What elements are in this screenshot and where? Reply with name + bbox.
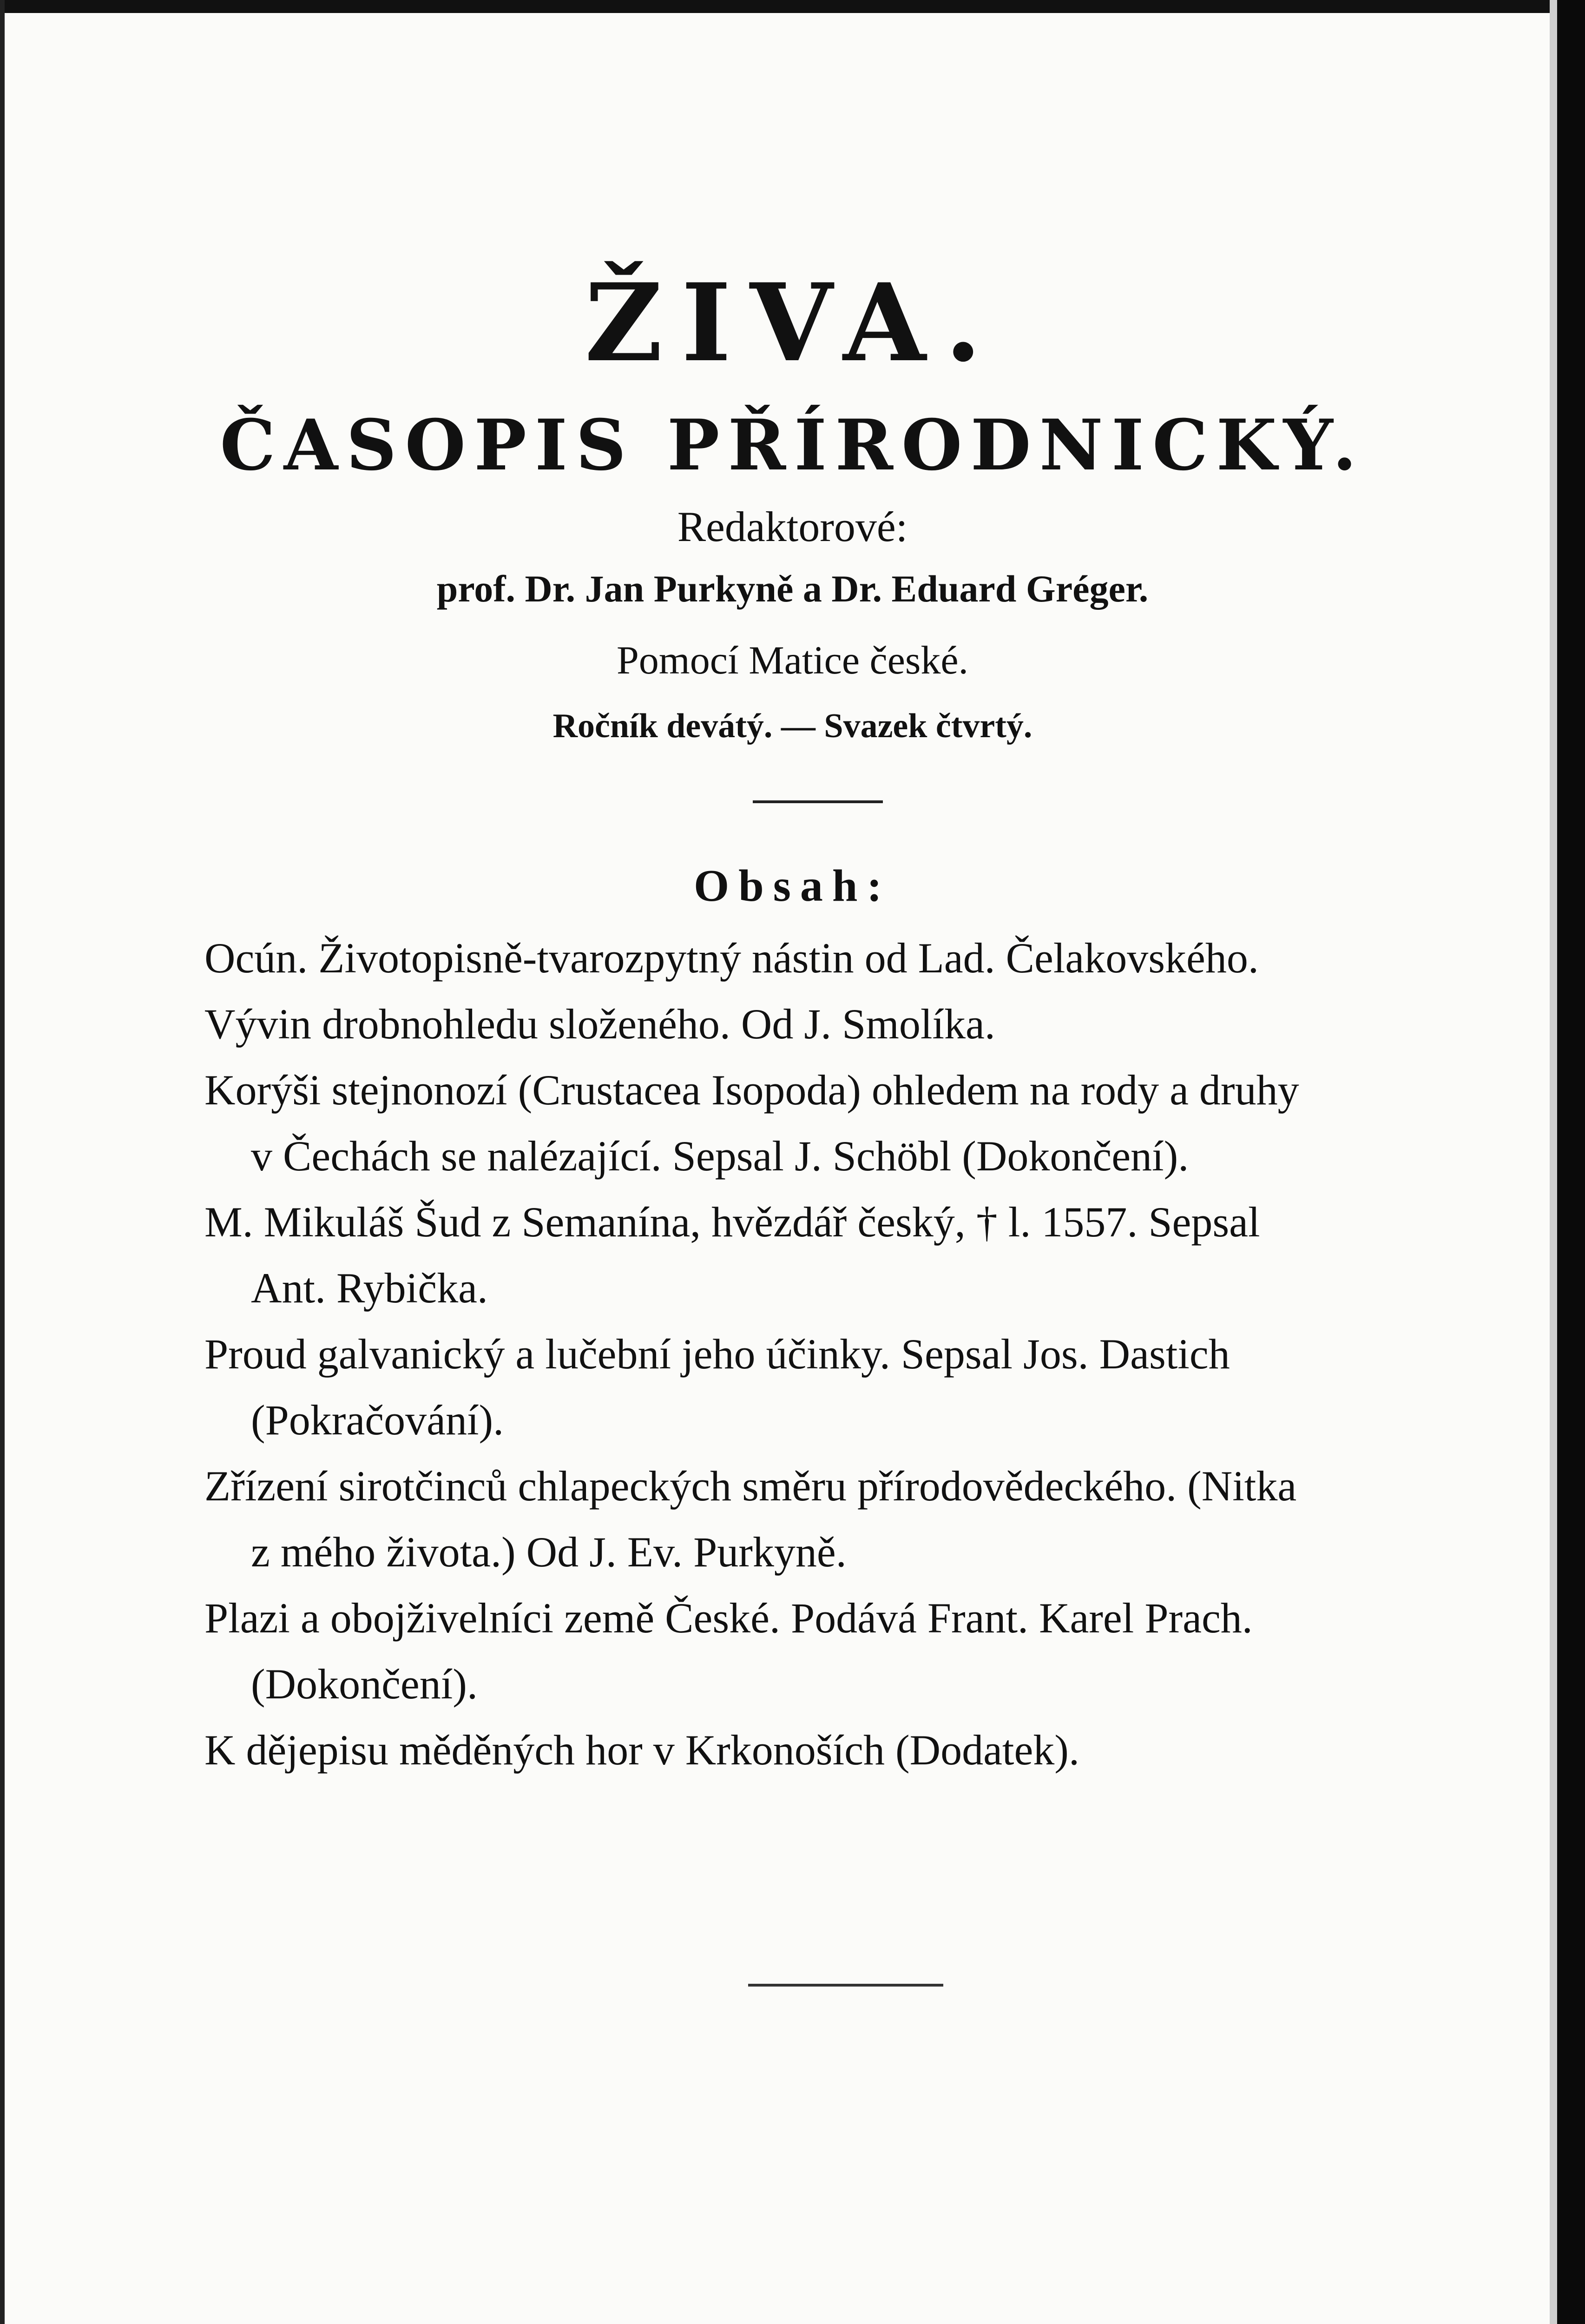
- volume-line: Ročník devátý. — Svazek čtvrtý.: [552, 707, 1033, 745]
- toc-line-continuation: z mého života.) Od J. Ev. Purkyně.: [251, 1528, 847, 1576]
- toc-line-continuation: (Dokončení).: [251, 1660, 478, 1708]
- toc-line: Ocún. Životopisně-tvarozpytný nástin od Lad. Čelakovského.: [204, 934, 1259, 982]
- support-line: Pomocí Matice české.: [616, 638, 969, 682]
- toc-line: K dějepisu měděných hor v Krkonoších (Dodatek).: [204, 1726, 1079, 1774]
- toc-line-continuation: (Pokračování).: [251, 1396, 504, 1444]
- toc-line: Plazi a obojživelníci země České. Podává Frant. Karel Prach.: [204, 1594, 1253, 1642]
- toc-line: M. Mikuláš Šud z Semanína, hvězdář český, † l. 1557. Sepsal: [204, 1198, 1260, 1246]
- toc-line-continuation: v Čechách se nalézající. Sepsal J. Schöbl (Dokončení).: [251, 1132, 1189, 1180]
- toc-line: Vývin drobnohledu složeného. Od J. Smolíka.: [204, 1000, 995, 1048]
- journal-subtitle: ČASOPIS PŘÍRODNICKÝ.: [220, 404, 1365, 486]
- scan-border-top: [0, 0, 1585, 13]
- toc-line-continuation: Ant. Rybička.: [251, 1264, 488, 1312]
- toc-line: Korýši stejnonozí (Crustacea Isopoda) ohledem na rody a druhy: [204, 1066, 1299, 1114]
- closing-rule: [748, 1984, 943, 1987]
- journal-title: ŽIVA.: [585, 260, 1000, 386]
- table-of-contents: [204, 925, 1468, 1783]
- contents-heading: Obsah:: [693, 861, 891, 911]
- editors-names: prof. Dr. Jan Purkyně a Dr. Eduard Gréger.: [436, 568, 1149, 610]
- divider-rule: [753, 800, 883, 803]
- toc-line: Proud galvanický a lučební jeho účinky. Sepsal Jos. Dastich: [204, 1330, 1230, 1378]
- toc-line: Zřízení sirotčinců chlapeckých směru přírodovědeckého. (Nitka: [204, 1462, 1297, 1510]
- editors-label: Redaktorové:: [677, 503, 908, 550]
